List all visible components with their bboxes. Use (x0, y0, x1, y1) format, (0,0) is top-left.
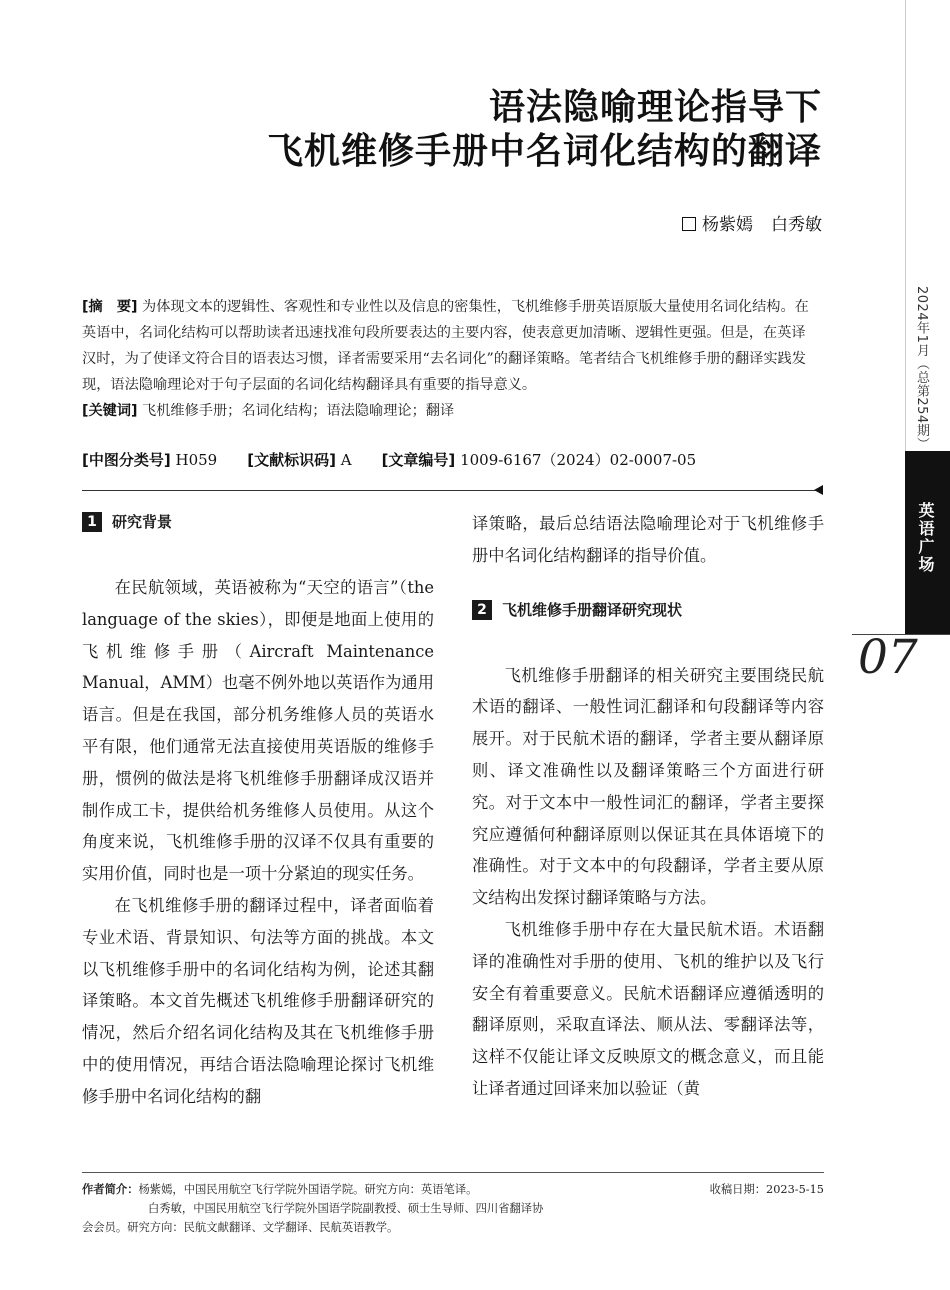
doc-code-value: A (340, 451, 352, 469)
clc-value: H059 (175, 451, 218, 469)
footnote-author-2: 白秀敏，中国民用航空飞行学院外国语学院副教授、硕士生导师、四川省翻译协 (148, 1202, 544, 1215)
abstract-label: [摘 要] (82, 299, 138, 315)
author-2: 白秀敏 (771, 215, 822, 235)
body-paragraph: 飞机维修手册翻译的相关研究主要围绕民航术语的翻译、一般性词汇翻译和句段翻译等内容展开。对于民航术语的翻译，学者主要从翻译原则、译文准确性以及翻译策略三个方面进行研究。对于文本中一般性词汇的翻译，学者主要探究应遵循何种翻译原则以保证其在具体语境下的准确性。对于文本中的句段翻译，学者主要从原文结构出发探讨翻译策略与方法。 (472, 665, 824, 908)
article-number-value: 1009-6167（2024）02-0007-05 (460, 451, 697, 469)
title-line-2: 飞机维修手册中名词化结构的翻译 (266, 131, 822, 172)
left-column (82, 508, 434, 1113)
title-line-1: 语法隐喻理论指导下 (488, 87, 822, 128)
footnote-label: 作者简介： (82, 1183, 139, 1196)
body-paragraph: 飞机维修手册中存在大量民航术语。术语翻译的准确性对手册的使用、飞机的维护以及飞行安全有着重要意义。民航术语翻译应遵循透明的翻译原则，采取直译法、顺从法、零翻译法等，这样不仅能让译文反映原文的概念意义，而且能让译者通过回译来加以验证（黄 (472, 919, 824, 1098)
abstract-paragraph (82, 294, 810, 398)
section-heading-2 (472, 596, 824, 628)
clc-label: [中图分类号] (82, 451, 171, 469)
right-column (472, 508, 824, 1105)
section-title-1: 研究背景 (112, 513, 173, 531)
doc-code-label: [文献标识码] (247, 451, 336, 469)
keywords-line (82, 398, 810, 424)
author-footnote (82, 1180, 824, 1237)
section-heading-1 (82, 508, 434, 540)
abstract-block (82, 294, 810, 424)
footnote-author-1: 杨紫嫣，中国民用航空飞行学院外国语学院。研究方向：英语笔译。 (138, 1183, 478, 1196)
author-line (682, 210, 822, 235)
margin-rule (905, 0, 906, 451)
square-bullet-icon (682, 217, 696, 231)
body-paragraph: 在民航领域，英语被称为“天空的语言”（the language of the skies），即便是地面上使用的飞机维修手册（Aircraft Maintenance Manual，AMM）也毫不例外地以英语作为通用语言。但是在我国，部分机务维修人员的英语水平有限，他们通常无法直接使用英语版的维修手册，惯例的做法是将飞机维修手册翻译成汉语并制作成工卡，提供给机务维修人员使用。从这个角度来说，飞机维修手册的汉译不仅具有重要的实用价值，同时也是一项十分紧迫的现实任务。 (82, 578, 434, 884)
section-number-1: 1 (82, 512, 102, 532)
page-number: 07 (858, 630, 918, 685)
triangle-marker-icon (814, 485, 823, 495)
footnote-author-2-cont: 会会员。研究方向：民航文献翻译、文学翻译、民航英语教学。 (82, 1221, 399, 1234)
footnote-divider (82, 1172, 824, 1173)
section-title-2: 飞机维修手册翻译研究现状 (502, 600, 683, 619)
author-1: 杨紫嫣 (702, 215, 753, 235)
body-paragraph: 译策略，最后总结语法隐喻理论对于飞机维修手册中名词化结构翻译的指导价值。 (472, 514, 824, 565)
column-name: 英语广场 (916, 502, 935, 574)
article-title (267, 86, 822, 174)
body-paragraph: 在飞机维修手册的翻译过程中，译者面临着专业术语、背景知识、句法等方面的挑战。本文以飞机维修手册中的名词化结构为例，论述其翻译策略。本文首先概述飞机维修手册翻译研究的情况，然后介绍名词化结构及其在飞机维修手册中的使用情况，再结合语法隐喻理论探讨飞机维修手册中名词化结构的翻 (82, 895, 434, 1106)
article-number-label: [文章编号] (381, 451, 456, 469)
issue-date: 2024年1月（总第254期） (914, 286, 929, 451)
header-divider (82, 490, 816, 491)
keywords-text: 飞机维修手册；名词化结构；语法隐喻理论；翻译 (142, 403, 455, 419)
classification-line (82, 449, 696, 470)
received-date: 收稿日期：2023-5-15 (709, 1183, 824, 1196)
section-number-2: 2 (472, 600, 492, 620)
keywords-label: [关键词] (82, 403, 138, 419)
abstract-text: 为体现文本的逻辑性、客观性和专业性以及信息的密集性，飞机维修手册英语原版大量使用名词化结构。在英语中，名词化结构可以帮助读者迅速找准句段所要表达的主要内容，使表意更加清晰、逻辑性更强。但是，在英译汉时，为了使译文符合目的语表达习惯，译者需要采用“去名词化”的翻译策略。笔者结合飞机维修手册的翻译实践发现，语法隐喻理论对于句子层面的名词化结构翻译具有重要的指导意义。 (82, 299, 809, 393)
